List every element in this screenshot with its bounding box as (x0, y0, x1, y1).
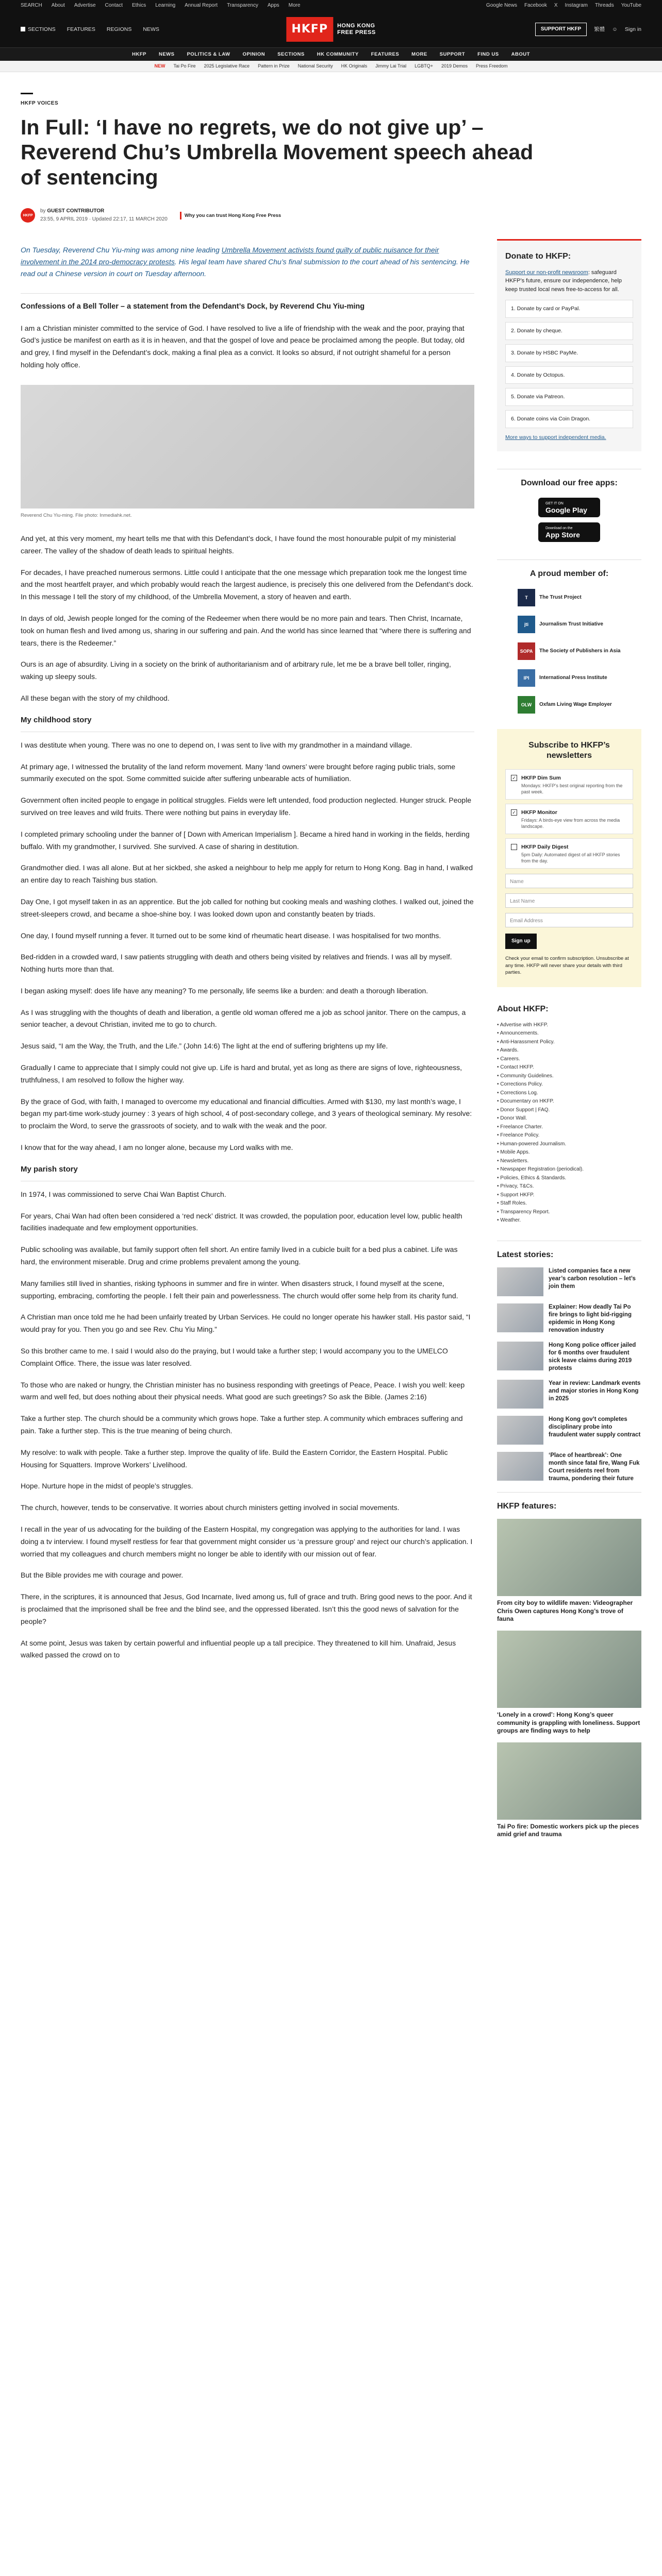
paragraph: For years, Chai Wan had often been considered a ‘red neck’ district. It was crowded, the population poor, education level low, public health facilities inadequate and few employment opportunities. (21, 1211, 462, 1232)
paragraph: Hope. Nurture hope in the midst of people’s struggles. (21, 1482, 193, 1490)
member-org[interactable] (518, 642, 641, 660)
top-utility-bar (0, 0, 662, 11)
story-title[interactable]: Year in review: Landmark events and major stories in Hong Kong in 2025 (549, 1380, 641, 1402)
masthead-link-label: NEWS (143, 26, 159, 32)
paragraph: I am a Christian minister committed to the service of God. I have resolved to live a life of friendship with the weak and the poor, praying that God’s justice be manifest on earth as it is in heaven, and that the gospel of love and peace be proclaimed among the people. But today, old and grey, I find myself in the Defendant’s dock, making a final plea as a convict. It looks so absurd, if not outright shameful for a person holding holy office. (21, 324, 465, 369)
feature-title[interactable]: Tai Po fire: Domestic workers pick up the pieces amid grief and trauma (497, 1822, 639, 1838)
about-link[interactable]: • Newsletters. (497, 1157, 641, 1166)
about-link[interactable]: • Freelance Policy. (497, 1131, 641, 1140)
paragraph: I know that for the way ahead, I am no longer alone, because my Lord walks with me. (21, 1143, 293, 1152)
paragraph: So this brother came to me. I said I would also do the praying, but I would take a further step; I would accompany you to the UMELCO Complaint Office. There, the issue was later resolved. (21, 1347, 448, 1367)
member-logo: jti (518, 616, 535, 633)
photo-caption: Reverend Chu Yiu-ming. File photo: Inmediahk.net. (21, 512, 132, 518)
feature-image[interactable] (497, 1742, 641, 1820)
checkbox[interactable]: ✓ (511, 775, 517, 781)
story-thumbnail[interactable] (497, 1303, 543, 1332)
feature-title[interactable]: From city boy to wildlife maven: Videographer Chris Owen captures Hong Kong’s trove of fauna (497, 1599, 633, 1623)
checkbox[interactable] (511, 844, 517, 850)
latest-title: Latest stories: (497, 1241, 641, 1262)
nav-item[interactable]: OPINION (242, 51, 266, 57)
google-play-name: Google Play (545, 506, 587, 515)
about-link[interactable]: • Donor Wall. (497, 1114, 641, 1123)
byline (21, 207, 641, 224)
story-title[interactable]: Listed companies face a new year’s carbon resolution – let’s join them (549, 1268, 636, 1290)
paragraph: Take a further step. The church should be a community which grows hope. Take a further step. A community which embraces suffering and pain. Take a further step. This is the true meaning of being church. (21, 1414, 463, 1435)
about-link[interactable]: • Corrections Log. (497, 1089, 641, 1098)
latest-story[interactable] (497, 1452, 641, 1483)
about-link[interactable]: • Newspaper Registration (periodical). (497, 1165, 641, 1174)
paragraph: And yet, at this very moment, my heart tells me that with this Defendant’s dock, I have found the most honourable pulpit of my ministerial career. The valley of the shadow of death leads to spiritual heights. (21, 534, 456, 555)
feature-story[interactable] (497, 1742, 641, 1839)
google-play-button[interactable] (538, 498, 600, 517)
story-title[interactable]: ‘Place of heartbreak’: One month since fatal fire, Wang Fuk Court residents reel from trauma, pondering their future (549, 1452, 640, 1482)
proud-title: A proud member of: (497, 560, 641, 581)
paragraph: Gradually I came to appreciate that I simply could not give up. Life is hard and brutal, yet as long as there are signs of love, righteousness, truthfulness, I am resolved to follow the higher way. (21, 1063, 462, 1084)
site-logo[interactable] (286, 17, 375, 41)
signup-button[interactable]: Sign up (505, 934, 537, 949)
member-name: Journalism Trust Initiative (539, 621, 603, 627)
member-name: The Society of Publishers in Asia (539, 648, 621, 654)
tag-link[interactable]: 2025 Legislative Race (204, 63, 250, 69)
donate-option[interactable]: 3. Donate by HSBC PayMe. (505, 344, 633, 362)
story-thumbnail[interactable] (497, 1416, 543, 1445)
paragraph: Public schooling was available, but family support often fell short. An entire family lived in a cubicle built for a bed plus a cabinet. Life was hard, the environment miserable. Drug and crime problems prevalent among the young. (21, 1245, 458, 1266)
latest-story[interactable] (497, 1416, 641, 1445)
newsletter-option-desc: Fridays: A birds-eye view from across the media landscape. (521, 817, 620, 829)
member-logo: SOPA (518, 642, 535, 660)
masthead-link[interactable] (143, 25, 159, 34)
paragraph: In days of old, Jewish people longed for the coming of the Redeemer when there would be no more pain and tears. Then Christ, Incarnate, took on human flesh and lived among us, sharing in our suffering and pain. And the world has since learned that “where there is suffering and tears, there is the Redeemer.” (21, 614, 471, 647)
newsletter-option[interactable] (505, 838, 633, 869)
paragraph: One day, I found myself running a fever. It turned out to be some kind of rheumatic heart disease. I was hospitalised for two months. (21, 931, 441, 940)
member-name: The Trust Project (539, 594, 582, 600)
statement-heading: Confessions of a Bell Toller – a statement from the Defendant’s Dock, by Reverend Chu Yiu-ming (21, 293, 474, 313)
latest-story[interactable] (497, 1303, 641, 1334)
member-logo: IPI (518, 669, 535, 687)
nav-item[interactable]: FEATURES (371, 51, 400, 57)
support-button[interactable]: SUPPORT HKFP (535, 23, 587, 36)
donate-box (497, 239, 641, 451)
newsletter-option[interactable] (505, 769, 633, 800)
donate-option[interactable]: 4. Donate by Octopus. (505, 366, 633, 384)
social-link[interactable]: Threads (595, 3, 614, 8)
signin-link[interactable]: Sign in (624, 26, 641, 32)
paragraph: At primary age, I witnessed the brutality of the land reform movement. Many ‘land owners’ were brought before raging public trials, some summarily executed on the spot. Some committed suicide after suffering unbearable acts of humiliation. (21, 762, 455, 783)
last-name-input[interactable]: Last Name (505, 893, 633, 908)
tag-bar (0, 61, 662, 72)
logo-line1: HONG KONG (337, 22, 375, 29)
logo-line2: FREE PRESS (337, 29, 376, 36)
social-link[interactable]: YouTube (621, 3, 641, 8)
tag-link[interactable]: LGBTQ+ (415, 63, 433, 69)
main-nav (0, 47, 662, 61)
tag-link[interactable]: Press Freedom (475, 63, 508, 69)
paragraph: In 1974, I was commissioned to serve Chai Wan Baptist Church. (21, 1190, 226, 1198)
topbar-link[interactable]: Ethics (131, 3, 146, 8)
user-icon[interactable]: ☺ (612, 26, 618, 32)
about-link[interactable]: • Careers. (497, 1055, 641, 1064)
nav-item[interactable]: MORE (411, 51, 427, 57)
member-org[interactable] (518, 616, 641, 633)
name-input[interactable]: Name (505, 874, 633, 888)
story-title[interactable]: Hong Kong gov’t completes disciplinary probe into fraudulent water supply contract (549, 1416, 641, 1438)
story-thumbnail[interactable] (497, 1452, 543, 1481)
topbar-link[interactable]: SEARCH (21, 3, 42, 8)
latest-story[interactable] (497, 1380, 641, 1409)
masthead-link[interactable] (67, 25, 95, 34)
nav-item[interactable]: POLITICS & LAW (187, 51, 230, 57)
newsletter-note: Check your email to confirm subscription. Unsubscribe at any time. HKFP will never share your details with third parties. (505, 956, 629, 975)
topbar-link[interactable]: More (288, 3, 301, 8)
about-link[interactable]: • Staff Roles. (497, 1199, 641, 1208)
paragraph: Jesus said, “I am the Way, the Truth, and the Life.” (John 14:6) The light at the end of suffering brightens up my life. (21, 1042, 388, 1050)
newsletter-title: Subscribe to HKFP’s newsletters (528, 740, 610, 760)
about-link[interactable]: • Human-powered Journalism. (497, 1140, 641, 1149)
app-store-button[interactable] (538, 522, 600, 542)
donate-more-link[interactable]: More ways to support independent media. (505, 434, 606, 440)
article-title: In Full: ‘I have no regrets, we do not give up’ – Reverend Chu’s Umbrella Movement speech ahead of sentencing (21, 115, 534, 189)
story-title[interactable]: Explainer: How deadly Tai Po fire brings to light bid-rigging epidemic in Hong Kong renovation industry (549, 1304, 632, 1334)
nav-item[interactable]: SUPPORT (439, 51, 466, 57)
about-link[interactable]: • Corrections Policy. (497, 1080, 641, 1089)
google-play-label: GET IT ON (545, 502, 564, 506)
paragraph: Day One, I got myself taken in as an apprentice. But the job called for nothing but cooking meals and washing clothes. I walked out, joined the street-sleepers crowd, and became a shoe-shine boy. I was looked down upon and constantly beaten by triads. (21, 897, 474, 918)
kicker-rule (21, 93, 33, 94)
about-link[interactable]: • Transparency Report. (497, 1208, 641, 1217)
trust-link[interactable]: Why you can trust Hong Kong Free Press (180, 212, 281, 219)
newsletter-option-desc: 5pm Daily: Automated digest of all HKFP stories from the day. (521, 852, 620, 864)
masthead (0, 11, 662, 47)
topbar-link[interactable]: Apps (267, 3, 279, 8)
feature-title[interactable]: ‘Lonely in a crowd’: Hong Kong’s queer community is grappling with loneliness. Support groups are finding ways to help (497, 1710, 640, 1735)
nav-item[interactable]: FIND US (477, 51, 499, 57)
paragraph: I began asking myself: does life have any meaning? To me personally, life seems like a burden: and death a thorough liberation. (21, 986, 428, 995)
menu-icon (21, 27, 25, 31)
paragraph: Grandmother died. I was all alone. But at her sickbed, she asked a neighbour to help me apply for return to Hong Kong. Bag in hand, I walked an entire day to reach Taishing bus station. (21, 863, 473, 885)
member-name: International Press Institute (539, 674, 607, 681)
paragraph: A Christian man once told me he had been unfairly treated by Urban Services. He could no longer operate his hawker stall. His pastor said, “I would pray for you. Then you go and see Rev. Chu Yiu Ming.” (21, 1313, 471, 1334)
latest-story[interactable] (497, 1267, 641, 1296)
paragraph: At some point, Jesus was taken by certain powerful and influential people up a tall precipice. They threatened to kill him. Unafraid, Jesus walked passed the crowd on to (21, 1638, 456, 1659)
masthead-link-label: REGIONS (106, 26, 132, 32)
about-link[interactable]: • Community Guidelines. (497, 1072, 641, 1081)
section-heading-childhood: My childhood story (21, 714, 474, 732)
newsletter-option-title: HKFP Daily Digest (521, 844, 569, 851)
newsletter-option-text (521, 774, 627, 795)
language-switch[interactable]: 繁體 (594, 26, 605, 32)
newsletter-option-title: HKFP Monitor (521, 809, 557, 816)
feature-image[interactable] (497, 1519, 641, 1596)
donate-option[interactable]: 6. Donate coins via Coin Dragon. (505, 410, 633, 428)
nav-item[interactable]: HK COMMUNITY (317, 51, 359, 57)
avatar: HKFP (21, 208, 35, 223)
topbar-link[interactable]: Annual Report (185, 3, 218, 8)
masthead-link[interactable] (21, 25, 56, 34)
new-badge: NEW (154, 63, 166, 69)
paragraph: There, in the scriptures, it is announced that Jesus, God Incarnate, lived among us, full of grace and truth. Bring good news to the poor. And it is proclaimed that the imprisoned shall be free and the blind see, and the oppressed liberated. Isn’t this the good news of salvation for the people? (21, 1592, 472, 1625)
newsletter-option[interactable] (505, 804, 633, 834)
feature-story[interactable] (497, 1519, 641, 1623)
features-section (497, 1492, 641, 1839)
donate-title: Donate to HKFP: (505, 252, 571, 261)
paragraph: I completed primary schooling under the banner of [ Down with American Imperialism ]. Became a hired hand in working in the fields, herding buffalo. With my grandmother, I survived. She survived. A case of sharing in destitution. (21, 829, 470, 851)
checkbox[interactable]: ✓ (511, 809, 517, 816)
masthead-link-label: FEATURES (67, 26, 95, 32)
about-link[interactable]: • Announcements. (497, 1029, 641, 1038)
member-org[interactable] (518, 696, 641, 714)
paragraph: I recall in the year of us advocating for the building of the Eastern Hospital, my congregation was applying to the authorities for land. I was doing a tv interview. I found myself restless for fear that government might consider us ‘a pressure group’ and reject our church’s application. I worried that my colleagues and church members might no longer be able to identify with our mission out of fear. (21, 1525, 473, 1558)
about-link[interactable]: • Weather. (497, 1216, 641, 1225)
member-logo: OLW (518, 696, 535, 714)
lede (21, 239, 474, 280)
feature-image[interactable] (497, 1631, 641, 1708)
tag-link[interactable]: Jimmy Lai Trial (375, 63, 407, 69)
kicker[interactable]: HKFP VOICES (21, 100, 59, 106)
feature-story[interactable] (497, 1631, 641, 1735)
social-link[interactable]: Facebook (524, 3, 547, 8)
apps-title: Download our free apps: (497, 469, 641, 490)
author-name[interactable]: GUEST CONTRIBUTOR (47, 208, 105, 214)
paragraph: By the grace of God, with faith, I managed to overcome my educational and financial difficulties. Armed with $130, my last month’s wage, I began my part-time work-study journey : 3 years of high school, 4 of post-secondary college, and 3 years of theological seminary. My resolve: to proclaim the Word, to serve the grassroots of society, and to walk with the weak and the poor. (21, 1097, 472, 1130)
donate-option[interactable]: 1. Donate by card or PayPal. (505, 300, 633, 318)
latest-stories (497, 1241, 641, 1483)
nav-item[interactable]: NEWS (158, 51, 175, 57)
social-link[interactable]: Instagram (565, 3, 588, 8)
paragraph: All these began with the story of my childhood. (21, 693, 170, 702)
about-link[interactable]: • Contact HKFP. (497, 1063, 641, 1072)
about-link[interactable]: • Support HKFP. (497, 1191, 641, 1200)
story-thumbnail[interactable] (497, 1380, 543, 1409)
newsletter-option-title: HKFP Dim Sum (521, 774, 561, 781)
nav-item[interactable]: SECTIONS (277, 51, 305, 57)
member-name: Oxfam Living Wage Employer (539, 701, 612, 707)
story-title[interactable]: Hong Kong police officer jailed for 6 months over fraudulent sick leave claims during 2019 protests (549, 1342, 636, 1371)
email-input[interactable]: Email Address (505, 913, 633, 927)
publish-date: 23:55, 9 APRIL 2019 · Updated 22:17, 11 MARCH 2020 (40, 216, 168, 223)
about-link[interactable]: • Freelance Charter. (497, 1123, 641, 1132)
section-heading-parish: My parish story (21, 1163, 474, 1181)
about-link[interactable]: • Policies, Ethics & Standards. (497, 1174, 641, 1183)
donate-option[interactable]: 2. Donate by cheque. (505, 322, 633, 340)
masthead-link-label: SECTIONS (28, 26, 56, 32)
tag-link[interactable]: National Security (297, 63, 333, 69)
topbar-link[interactable]: Contact (105, 3, 123, 8)
member-org[interactable] (518, 669, 641, 687)
donate-intro-link[interactable]: Support our non-profit newsroom (505, 269, 588, 276)
member-org[interactable] (518, 589, 641, 606)
member-logo: T (518, 589, 535, 606)
paragraph: The church, however, tends to be conservative. It worries about church ministers getting involved in social movements. (21, 1503, 400, 1512)
about-link[interactable]: • Anti-Harassment Policy. (497, 1038, 641, 1047)
newsletter-box (497, 729, 641, 987)
topbar-link[interactable]: Advertise (74, 3, 96, 8)
lede-link[interactable]: Umbrella Movement activists found guilty of public nuisance for their involvement in the 2014 pro-democracy protests (21, 246, 439, 266)
article-photo (21, 385, 474, 509)
topbar-link[interactable]: Transparency (227, 3, 258, 8)
paragraph: To those who are naked or hungry, the Christian minister has no business responding with greetings of Peace, Peace. I wish you well: keep warm and well fed, but does nothing about their physical needs. What good are such greetings? So ask the Bible. (James 2:16) (21, 1380, 465, 1401)
paragraph: But the Bible provides me with courage and power. (21, 1571, 184, 1580)
nav-item[interactable]: ABOUT (511, 51, 530, 57)
social-link[interactable]: X (554, 3, 558, 8)
tag-link[interactable]: 2019 Demos (441, 63, 468, 69)
about-link[interactable]: • Documentary on HKFP. (497, 1097, 641, 1106)
tag-link[interactable]: HK Originals (341, 63, 368, 69)
newsletter-option-text (521, 843, 627, 864)
lede-text-2: . His legal team have shared Chu’s final submission to the court ahead of his sentencing. He read out a Chinese version in court on Tuesday afternoon. (21, 258, 470, 278)
topbar-link[interactable]: About (51, 3, 65, 8)
about-link[interactable]: • Mobile Apps. (497, 1148, 641, 1157)
story-thumbnail[interactable] (497, 1342, 543, 1370)
topbar-link[interactable]: Learning (155, 3, 176, 8)
byline-prefix: by (40, 208, 46, 214)
paragraph: Many families still lived in shanties, risking typhoons in summer and fire in winter. When disasters struck, I found myself at the scene, supporting, embracing, comforting the people. I felt their pain and powerlessness. The church would offer some help from its charity fund. (21, 1279, 458, 1300)
membership-section (497, 560, 641, 714)
tag-link[interactable]: Pattern in Prize (258, 63, 290, 69)
paragraph: For decades, I have preached numerous sermons. Little could I anticipate that the one message which preparation took me the longest time and the most heartfelt prayer, and which probably would reach the largest audience, is precisely this one delivered from the Defendant’s dock. In this message I tell the story of my childhood, of the Umbrella Movement, a story of heaven and earth. (21, 568, 473, 601)
newsletter-option-desc: Mondays: HKFP’s best original reporting from the past week. (521, 783, 623, 794)
paragraph: My resolve: to walk with people. Take a further step. Improve the quality of life. Build the Eastern Corridor, the Eastern Hospital. Public Housing for Squatters. Improve Workers’ Livelihood. (21, 1448, 448, 1469)
about-link[interactable]: • Awards. (497, 1046, 641, 1055)
paragraph: Government often incited people to engage in political struggles. Fields were left untended, food production neglected. Hunger struck. People survived on tree leaves and wild fruits. There were nothing but pains in everyday life. (21, 796, 471, 817)
paragraph: Ours is an age of absurdity. Living in a society on the brink of authoritarianism and of arbitrary rule, let me be a brave bell toller, ringing, waking up sleepy souls. (21, 660, 451, 681)
about-link[interactable]: • Advertise with HKFP. (497, 1021, 641, 1030)
article-body (21, 239, 474, 1846)
nav-item[interactable]: HKFP (132, 51, 146, 57)
social-link[interactable]: Google News (486, 3, 517, 8)
masthead-link[interactable] (107, 25, 131, 34)
lede-text-1: On Tuesday, Reverend Chu Yiu-ming was among nine leading (21, 246, 222, 255)
about-title: About HKFP: (497, 1005, 549, 1014)
logo-box: HKFP (286, 17, 333, 41)
tag-link[interactable]: Tai Po Fire (173, 63, 196, 69)
newsletter-option-text (521, 808, 627, 829)
donate-option[interactable]: 5. Donate via Patreon. (505, 388, 633, 406)
latest-story[interactable] (497, 1342, 641, 1372)
about-link[interactable]: • Privacy, T&Cs. (497, 1182, 641, 1191)
app-store-name: App Store (545, 531, 580, 539)
donate-intro-text: : safeguard HKFP’s future, ensure our independence, help keep trusted local news free-to-access for all. (505, 269, 622, 293)
sidebar (497, 239, 641, 1846)
about-section (497, 1003, 641, 1225)
app-store-label: Download on the (545, 527, 573, 531)
paragraph: Bed-ridden in a crowded ward, I saw patients struggling with death and others being visited by relatives and friends. I was all by myself. Nothing hurts more than that. (21, 953, 452, 974)
story-thumbnail[interactable] (497, 1267, 543, 1296)
paragraph: As I was struggling with the thoughts of death and liberation, a gentle old woman offered me a job as school janitor. There on the campus, a senior teacher, a devout Christian, invited me to go to church. (21, 1008, 466, 1029)
paragraph: I was destitute when young. There was no one to depend on, I was sent to live with my grandmother in a maindand village. (21, 740, 412, 749)
about-link[interactable]: • Donor Support | FAQ. (497, 1106, 641, 1115)
features-title: HKFP features: (497, 1492, 641, 1513)
